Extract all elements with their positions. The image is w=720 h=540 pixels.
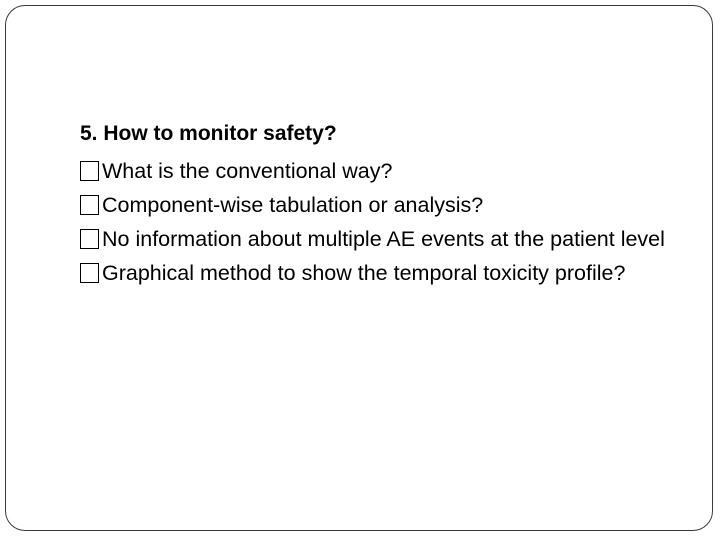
square-bullet-icon: [80, 229, 99, 249]
slide-heading: 5. How to monitor safety?: [80, 122, 337, 145]
bullet-text: What is the conventional way?: [102, 159, 393, 183]
bullet-text: Graphical method to show the temporal toxicity profile?: [102, 261, 626, 285]
bullet-text: No information about multiple AE events at the patient level: [102, 227, 665, 251]
list-item: [80, 224, 670, 254]
list-item: [80, 190, 670, 220]
list-item: [80, 258, 670, 288]
square-bullet-icon: [80, 161, 99, 181]
square-bullet-icon: [80, 263, 99, 283]
bullet-list: [80, 156, 670, 288]
slide-content: [80, 118, 670, 288]
list-item: [80, 156, 670, 186]
square-bullet-icon: [80, 195, 99, 215]
bullet-text: Component-wise tabulation or analysis?: [102, 193, 484, 217]
